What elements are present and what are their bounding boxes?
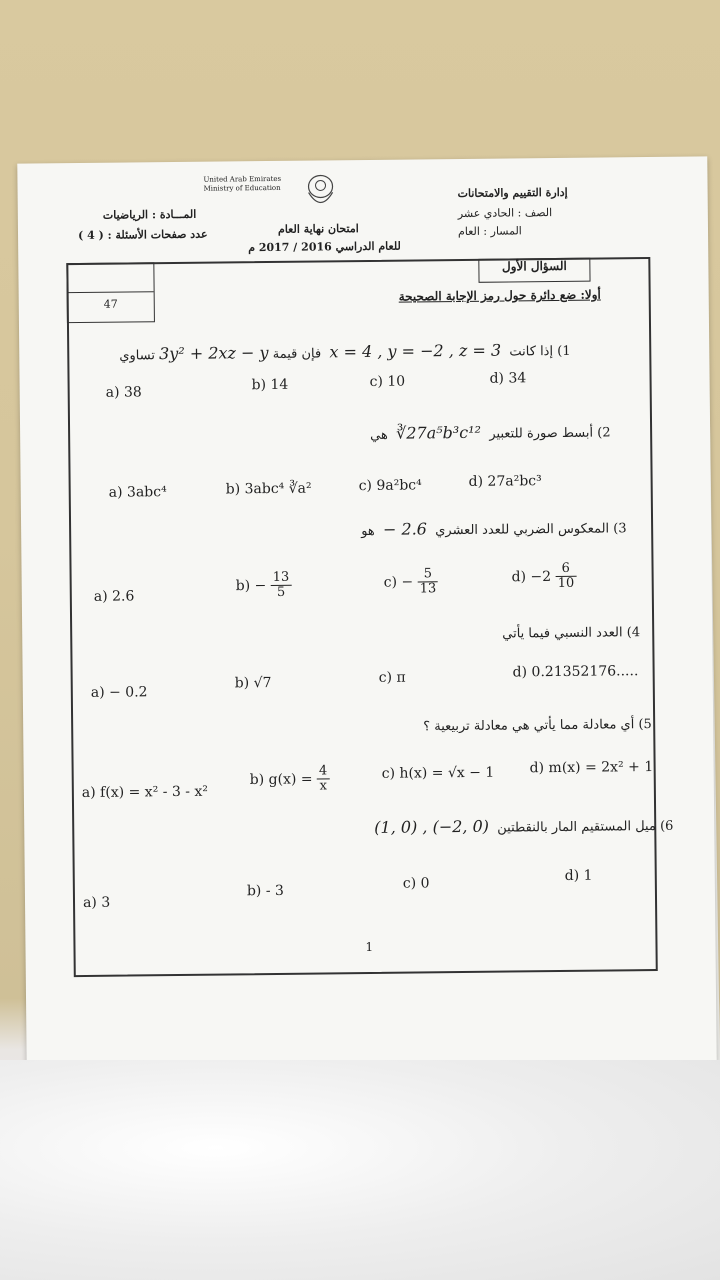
q5-option-a[interactable]: a) f(x) = x² - 3 - x² bbox=[81, 783, 209, 801]
q3-c-denominator: 13 bbox=[419, 581, 437, 597]
q3-text: المعكوس الضربي للعدد العشري bbox=[435, 521, 610, 539]
q1-text-after: تساوي bbox=[119, 348, 156, 364]
q3-d-numerator: 6 bbox=[555, 562, 576, 578]
q3-option-b-fraction bbox=[271, 571, 292, 601]
q2-text-after: هي bbox=[370, 427, 388, 443]
q5-b-numerator: 4 bbox=[317, 764, 329, 779]
q3-option-c-fraction bbox=[417, 567, 438, 597]
header-ministry-line1: إدارة التقييم والامتحانات bbox=[457, 185, 568, 201]
header-exam-title: امتحان نهاية العام bbox=[277, 222, 359, 236]
header-en-line1: United Arab Emirates bbox=[203, 174, 282, 184]
q1-text-before: إذا كانت bbox=[509, 344, 554, 360]
q2-option-b[interactable]: b) 3abc⁴ ∛a² bbox=[225, 480, 312, 498]
q6-option-c[interactable]: c) 0 bbox=[402, 875, 430, 892]
q1-option-d[interactable]: d) 34 bbox=[489, 370, 527, 387]
q3-option-b[interactable] bbox=[236, 571, 292, 601]
question-6 bbox=[374, 815, 673, 837]
q3-c-numerator: 5 bbox=[417, 567, 438, 583]
question-3 bbox=[361, 517, 627, 539]
score-box bbox=[66, 262, 155, 323]
header-en-line2: Ministry of Education bbox=[203, 183, 281, 193]
q4-option-d[interactable]: d) 0.21352176..... bbox=[512, 663, 639, 681]
q4-number: 4) bbox=[626, 625, 641, 641]
q1-option-b[interactable]: b) 14 bbox=[251, 376, 289, 394]
header-track: المسار : العام bbox=[457, 224, 522, 239]
page-number: 1 bbox=[365, 939, 374, 955]
q4-option-b[interactable]: b) √7 bbox=[234, 675, 272, 692]
q1-values: x = 4 , y = −2 , z = 3 bbox=[329, 340, 502, 362]
q1-expression: 3y² + 2xz − y bbox=[158, 343, 269, 364]
q1-option-c[interactable]: c) 10 bbox=[369, 373, 406, 390]
q3-d-denominator: 10 bbox=[557, 576, 575, 592]
q6-option-d[interactable]: d) 1 bbox=[564, 867, 593, 884]
q2-option-c[interactable]: c) 9a²bc⁴ bbox=[358, 477, 422, 495]
q2-number: 2) bbox=[597, 425, 611, 441]
q6-option-a[interactable]: a) 3 bbox=[82, 894, 111, 911]
q6-number: 6) bbox=[659, 818, 674, 834]
q5-option-b-label: b) g(x) = bbox=[249, 771, 313, 789]
header-grade: الصف : الحادي عشر bbox=[457, 206, 553, 221]
q5-option-b[interactable] bbox=[250, 764, 330, 794]
score-value: 47 bbox=[103, 297, 118, 311]
q6-points: (1, 0) , (−2, 0) bbox=[374, 816, 490, 837]
q4-option-a[interactable]: a) − 0.2 bbox=[90, 684, 148, 701]
q1-number: 1) bbox=[557, 343, 571, 359]
header-subject: المـــادة : الرياضيات bbox=[102, 207, 197, 222]
q2-option-d[interactable]: d) 27a²bc³ bbox=[468, 473, 542, 490]
section-instruction: أولا: ضع دائرة حول رمز الإجابة الصحيحة bbox=[398, 287, 601, 304]
q3-number: 3) bbox=[613, 521, 627, 537]
background-cloth bbox=[0, 1060, 720, 1280]
question-5 bbox=[423, 717, 652, 734]
q2-expression: ∛27a⁵b³c¹² bbox=[395, 422, 482, 443]
q3-option-d[interactable] bbox=[511, 562, 576, 592]
q5-text: أي معادلة مما يأتي هي معادلة تربيعية ؟ bbox=[423, 717, 635, 735]
q3-b-numerator: 13 bbox=[271, 571, 292, 587]
q1-option-a[interactable]: a) 38 bbox=[105, 384, 142, 401]
q3-option-c-label: c) − bbox=[383, 574, 414, 591]
q4-option-c[interactable]: c) π bbox=[378, 669, 406, 686]
q4-text: العدد النسبي فيما يأتي bbox=[502, 625, 623, 642]
header-academic-year: للعام الدراسي 2016 / 2017 م bbox=[248, 239, 401, 255]
q3-option-c[interactable] bbox=[384, 567, 439, 597]
q6-option-b[interactable]: b) - 3 bbox=[246, 882, 284, 900]
exam-page bbox=[17, 156, 716, 1068]
q5-option-c[interactable]: c) h(x) = √x − 1 bbox=[381, 764, 495, 782]
q3-option-d-label: d) −2 bbox=[511, 568, 552, 586]
q3-option-a[interactable]: a) 2.6 bbox=[93, 588, 135, 605]
q5-option-b-fraction bbox=[317, 764, 330, 794]
q5-b-denominator: x bbox=[319, 778, 328, 794]
falcon-emblem-icon bbox=[303, 172, 337, 210]
section-title: السؤال الأول bbox=[478, 258, 590, 283]
q3-b-denominator: 5 bbox=[276, 585, 286, 601]
q2-option-a[interactable]: a) 3abc⁴ bbox=[108, 484, 167, 501]
q2-text: أبسط صورة للتعبير bbox=[489, 425, 594, 442]
header-page-count: عدد صفحات الأسئلة : ( 4 ) bbox=[77, 227, 208, 243]
q3-option-d-fraction bbox=[555, 562, 576, 592]
question-2 bbox=[370, 421, 611, 443]
q6-text: ميل المستقيم المار بالنقطتين bbox=[497, 818, 656, 836]
question-4 bbox=[502, 625, 640, 641]
q5-number: 5) bbox=[638, 717, 652, 733]
q3-text-after: هو bbox=[361, 523, 375, 540]
q1-text-mid: فإن قيمة bbox=[272, 346, 322, 362]
q5-option-d[interactable]: d) m(x) = 2x² + 1 bbox=[529, 759, 654, 777]
q3-expression: − 2.6 bbox=[382, 519, 428, 539]
q3-option-b-label: b) − bbox=[235, 577, 267, 595]
